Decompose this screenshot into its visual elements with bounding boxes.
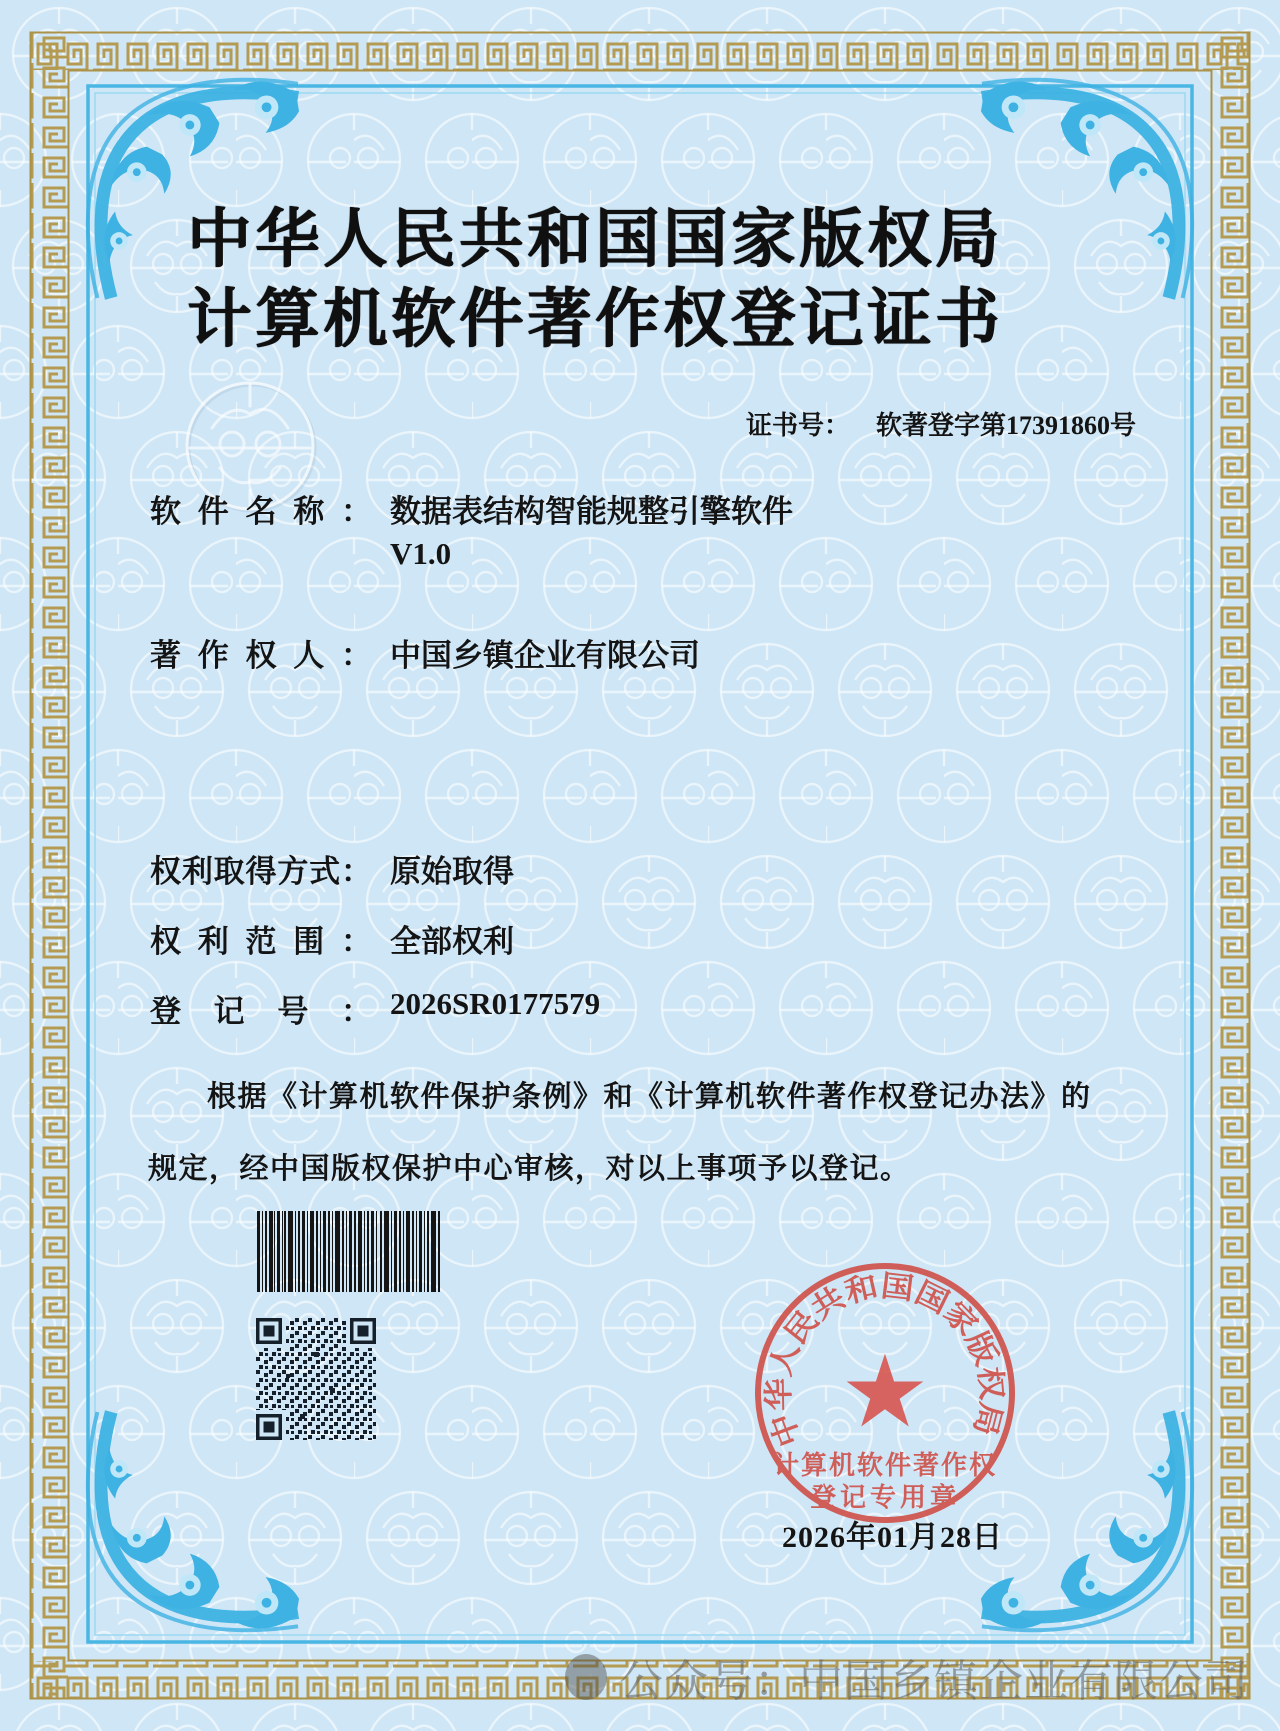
acquisition-method-label: 权利取得方式： <box>150 854 372 889</box>
field-row-rights-scope <box>150 916 514 961</box>
official-seal <box>742 1250 1028 1536</box>
seal-star-icon: ★ <box>840 1337 930 1448</box>
footer-watermark <box>565 1645 1249 1709</box>
certificate-title: 计算机软件著作权登记证书 <box>187 283 1003 355</box>
rights-scope-label: 权利范围： <box>150 924 372 959</box>
certificate-number-label: 证书号： <box>745 411 850 440</box>
statement-line-1: 根据《计算机软件保护条例》和《计算机软件著作权登记办法》的 <box>207 1081 1092 1113</box>
barcode <box>257 1211 443 1292</box>
corner-ornament-bottom-left <box>64 1410 300 1646</box>
registration-number-label: 登记号： <box>150 994 372 1029</box>
version-value: V1.0 <box>390 536 452 571</box>
issue-date: 2026年01月28日 <box>782 1521 1003 1554</box>
statement-line-2: 规定，经中国版权保护中心审核，对以上事项予以登记。 <box>148 1153 911 1185</box>
footer-badge-icon <box>565 1654 607 1700</box>
field-row-version <box>150 536 451 572</box>
authority-title: 中华人民共和国国家版权局 <box>187 203 1003 275</box>
field-row-registration-number <box>150 986 600 1031</box>
rights-scope-value: 全部权利 <box>390 924 514 959</box>
registration-number-value: 2026SR0177579 <box>390 986 601 1021</box>
field-row-copyright-owner <box>150 630 700 675</box>
field-row-acquisition-method <box>150 846 514 891</box>
field-row-software-name <box>150 486 793 531</box>
copyright-owner-label: 著作权人： <box>150 638 372 673</box>
qr-code <box>256 1318 376 1440</box>
certificate-number-row <box>746 405 1136 442</box>
certificate-number-value: 软著登字第17391860号 <box>875 411 1136 440</box>
seal-text-line-1: 计算机软件著作权 <box>772 1450 998 1480</box>
seal-arc-text: 中华人民共和国国家版权局 <box>762 1269 1008 1451</box>
footer-watermark-text: 公众号：中国乡镇企业有限公司 <box>619 1657 1249 1706</box>
acquisition-method-value: 原始取得 <box>390 854 514 889</box>
software-name-label: 软件名称： <box>150 494 372 529</box>
seal-text-line-2: 登记专用章 <box>809 1482 961 1512</box>
copyright-owner-value: 中国乡镇企业有限公司 <box>390 638 700 673</box>
software-name-value: 数据表结构智能规整引擎软件 <box>390 494 793 529</box>
